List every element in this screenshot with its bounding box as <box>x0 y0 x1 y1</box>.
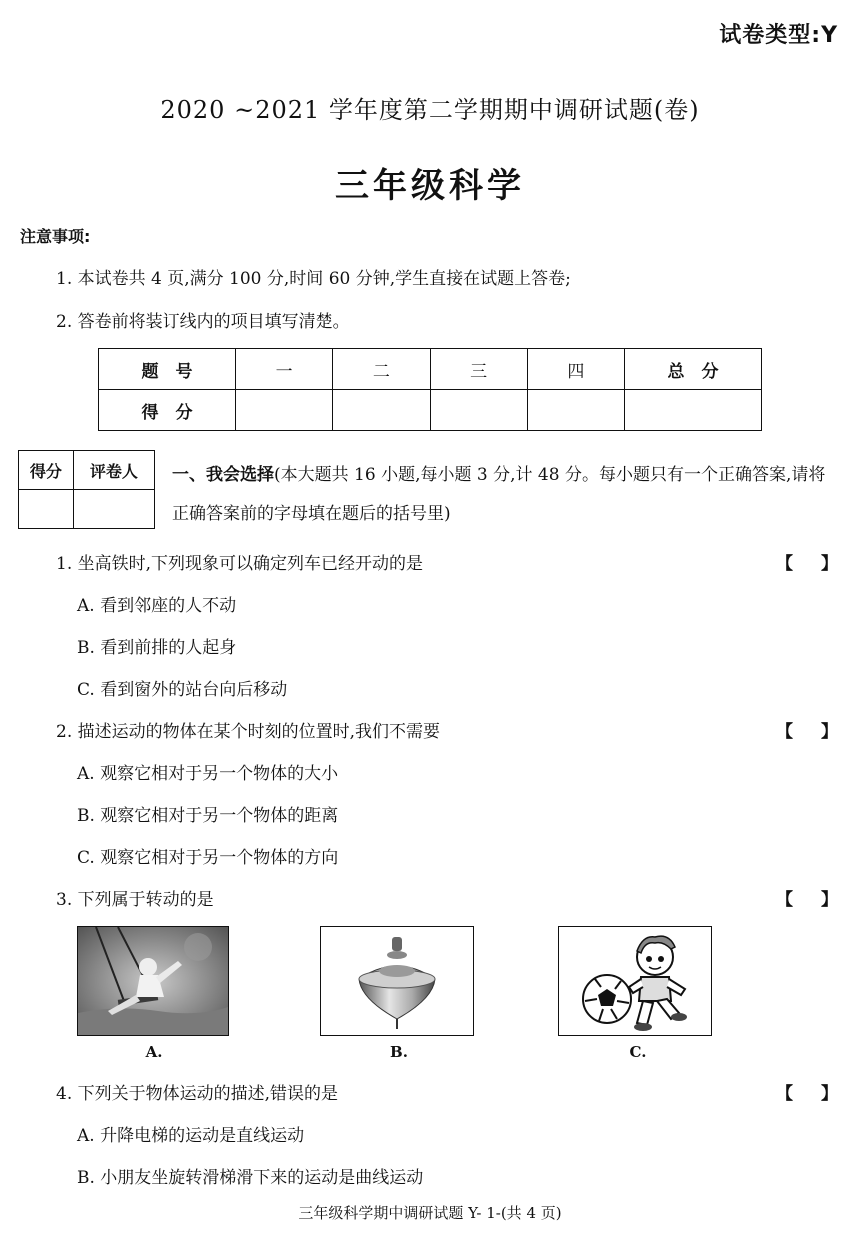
boy-with-soccer-ball-drawing-icon <box>558 926 712 1036</box>
answer-bracket-3[interactable] <box>776 885 838 910</box>
question-1-option-b: B. 看到前排的人起身 <box>77 638 237 658</box>
grader-score-label: 得分 <box>19 451 74 490</box>
score-cell[interactable] <box>625 390 762 431</box>
question-2-option-b: B. 观察它相对于另一个物体的距离 <box>77 806 339 826</box>
score-table-col-2: 二 <box>333 349 430 390</box>
score-cell[interactable] <box>527 390 624 431</box>
page-footer: 三年级科学期中调研试题 Y- 1-(共 4 页) <box>298 1204 562 1222</box>
bracket-left: 【 <box>776 722 793 742</box>
answer-bracket-1[interactable] <box>776 549 838 574</box>
grader-score-cell[interactable] <box>19 490 74 529</box>
question-3-caption-c: C. <box>629 1043 647 1061</box>
question-2-option-a: A. 观察它相对于另一个物体的大小 <box>77 764 339 784</box>
bracket-left: 【 <box>776 1084 793 1104</box>
question-2-option-c: C. 观察它相对于另一个物体的方向 <box>77 848 339 868</box>
answer-bracket-4[interactable] <box>776 1079 838 1104</box>
score-table-col-4: 四 <box>527 349 624 390</box>
question-3-caption-a: A. <box>145 1043 163 1061</box>
swing-photo-icon <box>77 926 229 1036</box>
grader-name-cell[interactable] <box>73 490 154 529</box>
question-4-stem: 4. 下列关于物体运动的描述,错误的是 <box>56 1084 339 1104</box>
section-1-heading: 一、我会选择 <box>172 465 274 485</box>
score-table-col-1: 一 <box>236 349 333 390</box>
score-row-label: 得 分 <box>99 390 236 431</box>
question-4-option-a: A. 升降电梯的运动是直线运动 <box>77 1126 305 1146</box>
score-table <box>98 348 762 431</box>
bracket-right: 】 <box>821 554 838 574</box>
grader-table <box>18 450 155 529</box>
bracket-right: 】 <box>821 722 838 742</box>
section-1-description: (本大题共 16 小题,每小题 3 分,计 48 分。每小题只有一个正确答案,请将正确答案前的字母填在题后的括号里) <box>172 465 826 524</box>
question-3-caption-b: B. <box>390 1043 408 1061</box>
bracket-left: 【 <box>776 890 793 910</box>
paper-type: 试卷类型:Y <box>719 23 838 48</box>
section-1-title <box>172 456 842 534</box>
score-table-col-3: 三 <box>430 349 527 390</box>
score-cell[interactable] <box>430 390 527 431</box>
answer-bracket-2[interactable] <box>776 717 838 742</box>
question-3-stem: 3. 下列属于转动的是 <box>56 890 214 910</box>
question-2-stem: 2. 描述运动的物体在某个时刻的位置时,我们不需要 <box>56 722 441 742</box>
bracket-left: 【 <box>776 554 793 574</box>
score-cell[interactable] <box>236 390 333 431</box>
note-item-1: 1. 本试卷共 4 页,满分 100 分,时间 60 分钟,学生直接在试题上答卷; <box>56 269 571 289</box>
grader-name-label: 评卷人 <box>73 451 154 490</box>
notes-heading: 注意事项: <box>20 227 91 246</box>
question-4-option-b: B. 小朋友坐旋转滑梯滑下来的运动是曲线运动 <box>77 1168 424 1188</box>
bracket-right: 】 <box>821 890 838 910</box>
bracket-right: 】 <box>821 1084 838 1104</box>
question-1-option-c: C. 看到窗外的站台向后移动 <box>77 680 288 700</box>
subject-title: 三年级科学 <box>335 166 525 206</box>
exam-title: 2020 ~2021 学年度第二学期期中调研试题(卷) <box>160 96 700 124</box>
question-1-option-a: A. 看到邻座的人不动 <box>77 596 237 616</box>
score-table-total: 总 分 <box>625 349 762 390</box>
score-cell[interactable] <box>333 390 430 431</box>
score-table-header: 题 号 <box>99 349 236 390</box>
spinning-top-photo-icon <box>320 926 474 1036</box>
note-item-2: 2. 答卷前将装订线内的项目填写清楚。 <box>56 312 350 332</box>
question-1-stem: 1. 坐高铁时,下列现象可以确定列车已经开动的是 <box>56 554 424 574</box>
